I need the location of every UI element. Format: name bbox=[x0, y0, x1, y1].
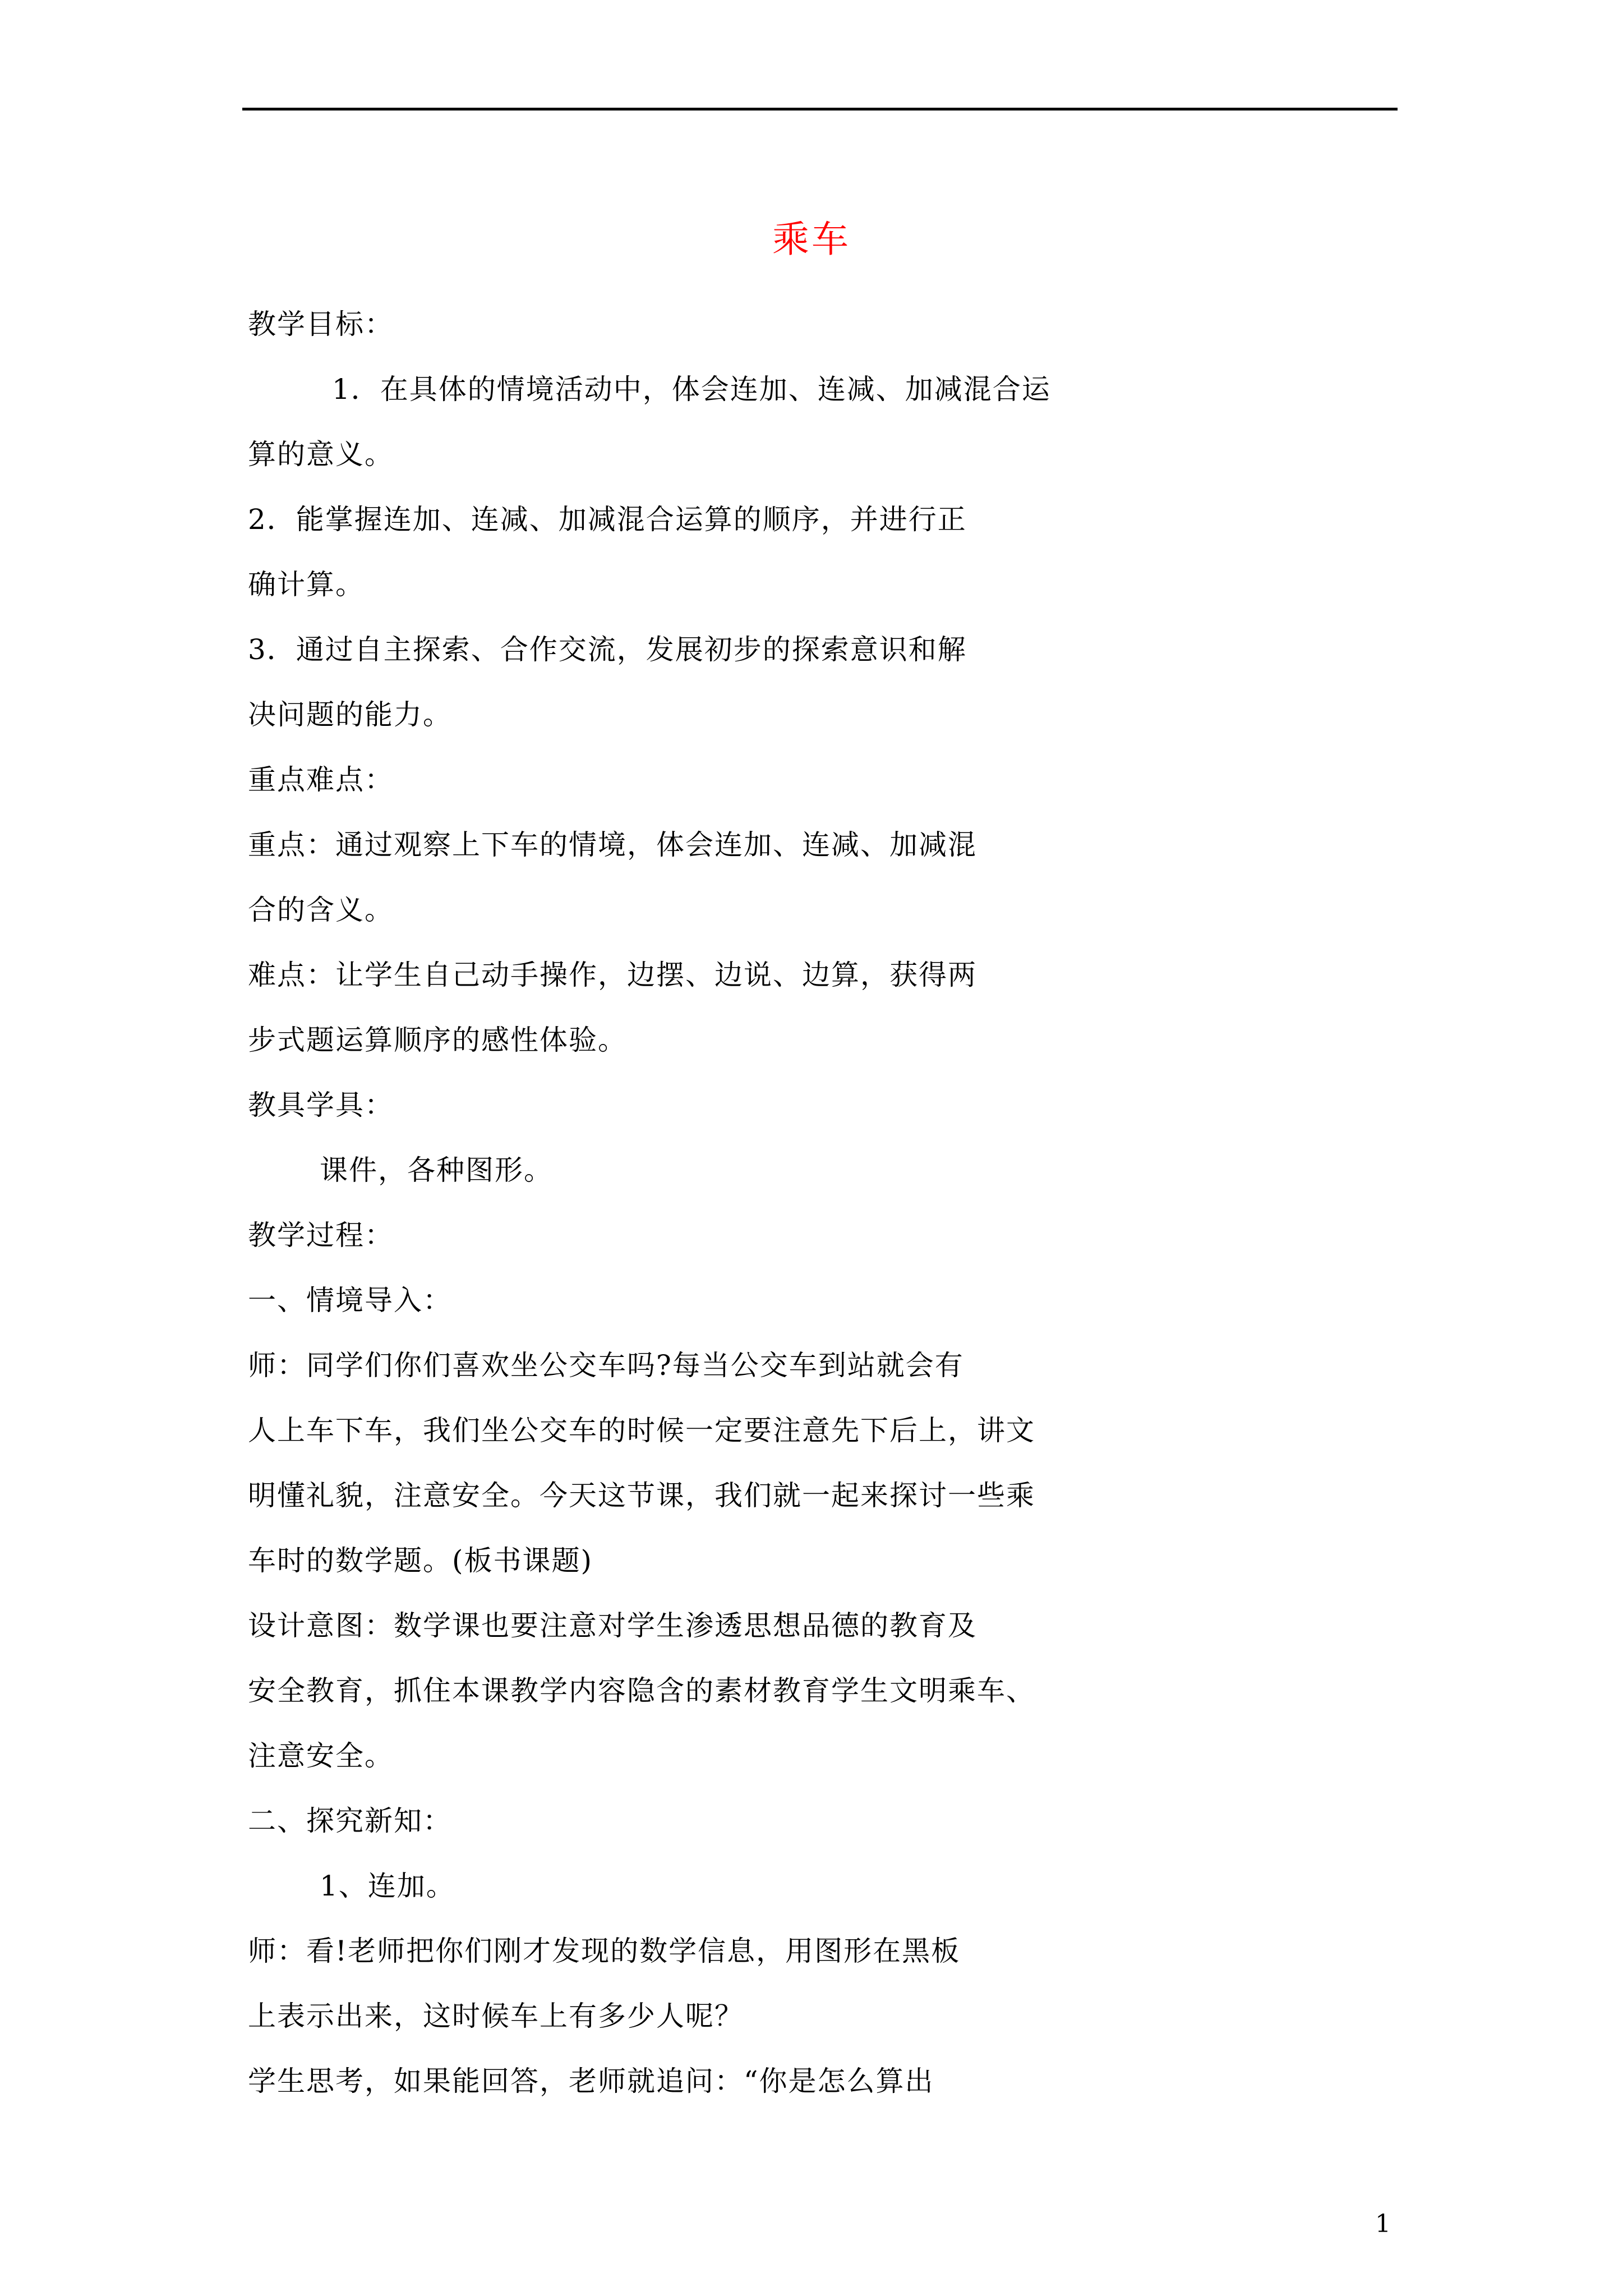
explore-line-1: 师：看!老师把你们刚才发现的数学信息，用图形在黑板 bbox=[248, 1935, 961, 1967]
subsection-heading-explore: 二、探究新知： bbox=[248, 1805, 452, 1837]
materials-line: 课件，各种图形。 bbox=[320, 1154, 553, 1186]
objective-2-line-1: 2．能掌握连加、连减、加减混合运算的顺序，并进行正 bbox=[248, 503, 967, 536]
subsection-heading-intro: 一、情境导入： bbox=[248, 1284, 452, 1317]
intro-line-4: 车时的数学题。(板书课题) bbox=[248, 1544, 593, 1577]
section-heading-process: 教学过程： bbox=[248, 1219, 394, 1251]
objective-3-line-2: 决问题的能力。 bbox=[248, 698, 452, 731]
intro-line-3: 明懂礼貌，注意安全。今天这节课，我们就一起来探讨一些乘 bbox=[248, 1479, 1035, 1512]
section-heading-materials: 教具学具： bbox=[248, 1089, 394, 1121]
section-heading-objectives: 教学目标： bbox=[248, 308, 394, 341]
key-point-line-1: 重点：通过观察上下车的情境，体会连加、连减、加减混 bbox=[248, 829, 977, 861]
intro-line-2: 人上车下车，我们坐公交车的时候一定要注意先下后上，讲文 bbox=[248, 1414, 1035, 1447]
page-title: 乘车 bbox=[772, 218, 851, 261]
objective-2-line-2: 确计算。 bbox=[248, 568, 365, 601]
difficulty-line-2: 步式题运算顺序的感性体验。 bbox=[248, 1024, 627, 1056]
explore-line-3: 学生思考，如果能回答，老师就追问：“你是怎么算出 bbox=[248, 2065, 934, 2097]
design-intent-line-3: 注意安全。 bbox=[248, 1740, 394, 1772]
page-number: 1 bbox=[1375, 2210, 1391, 2238]
objective-3-line-1: 3．通过自主探索、合作交流，发展初步的探索意识和解 bbox=[248, 633, 967, 666]
header-rule bbox=[242, 108, 1398, 111]
explore-item-1-heading: 1、连加。 bbox=[320, 1870, 455, 1902]
key-point-line-2: 合的含义。 bbox=[248, 894, 394, 926]
objective-1-line-1: 1．在具体的情境活动中，体会连加、连减、加减混合运 bbox=[332, 373, 1051, 406]
difficulty-line-1: 难点：让学生自己动手操作，边摆、边说、边算，获得两 bbox=[248, 959, 977, 991]
explore-line-2: 上表示出来，这时候车上有多少人呢？ bbox=[248, 2000, 744, 2032]
section-heading-key-points: 重点难点： bbox=[248, 763, 394, 796]
intro-line-1: 师：同学们你们喜欢坐公交车吗?每当公交车到站就会有 bbox=[248, 1349, 964, 1382]
design-intent-line-2: 安全教育，抓住本课教学内容隐含的素材教育学生文明乘车、 bbox=[248, 1674, 1035, 1707]
design-intent-line-1: 设计意图：数学课也要注意对学生渗透思想品德的教育及 bbox=[248, 1609, 977, 1642]
body-text bbox=[248, 292, 1089, 2114]
objective-1-line-2: 算的意义。 bbox=[248, 438, 394, 471]
